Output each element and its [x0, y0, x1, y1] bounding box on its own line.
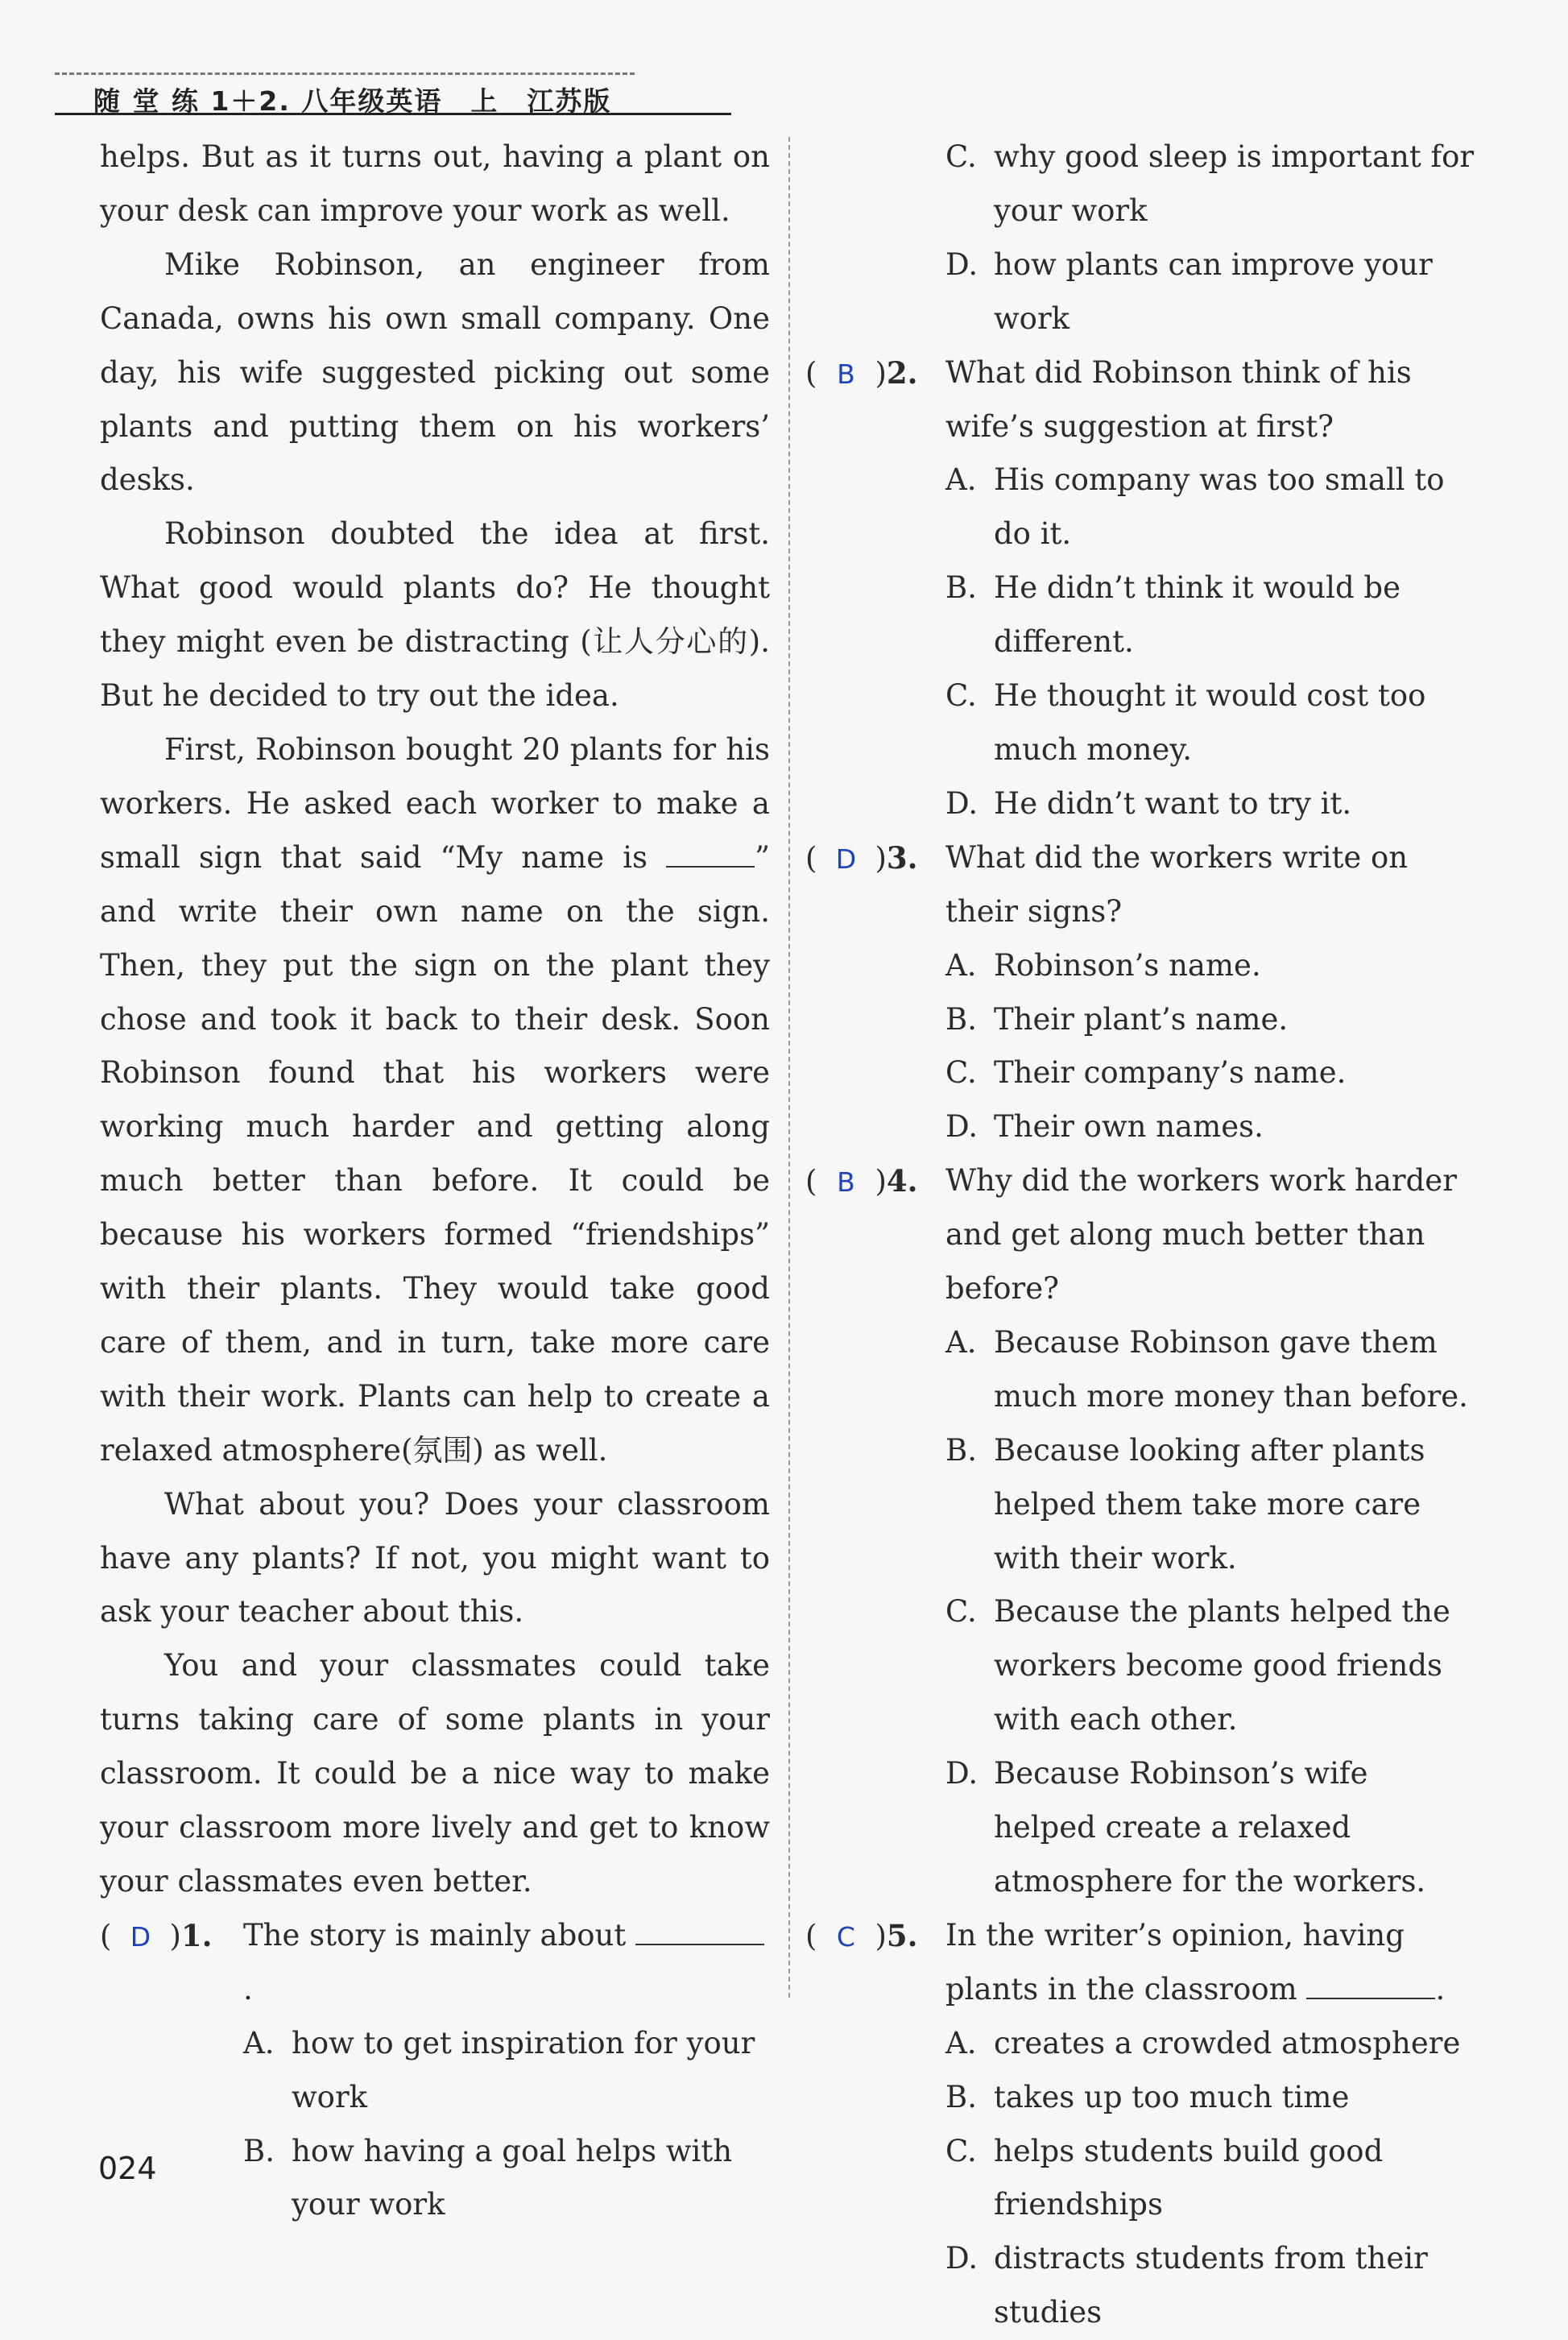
answer-bracket: ( B )4. [805, 1154, 942, 1210]
option-text: He didn’t think it would be different. [994, 570, 1400, 660]
header-rule [55, 113, 731, 115]
option-text: helps students build good friendships [994, 2133, 1384, 2222]
option-text: Their plant’s name. [994, 1001, 1289, 1037]
left-column [100, 130, 770, 2232]
answer-bracket: ( D )3. [805, 831, 942, 887]
question-stem: What did Robinson think of his wife’s suggestion at first? [945, 354, 1412, 444]
question-5 [805, 1909, 1477, 2017]
option-text: Robinson’s name. [994, 947, 1261, 983]
option-text: Because the plants helped the workers become good friends with each other. [994, 1594, 1450, 1737]
option-b [805, 993, 1477, 1047]
column-separator [788, 137, 790, 1998]
answer-mark: B [837, 1166, 855, 1199]
option-letter: C. [945, 1594, 977, 1630]
option-d [805, 238, 1477, 346]
option-text: distracts students from their studies [994, 2241, 1428, 2330]
option-text: takes up too much time [994, 2079, 1350, 2114]
passage-paragraph: helps. But as it turns out, having a plant on your desk can improve your work as well. [100, 139, 770, 228]
option-letter: B. [945, 1001, 977, 1037]
option-letter: A. [945, 1324, 977, 1360]
question-stem-end: . [243, 1971, 253, 2007]
answer-blank [1306, 1969, 1435, 1999]
option-c [805, 1046, 1477, 1100]
option-d [805, 777, 1477, 831]
question-1 [100, 1909, 770, 2017]
answer-bracket: ( D )1. [100, 1909, 238, 1965]
option-letter: C. [945, 678, 977, 714]
answer-mark: C [836, 1920, 855, 1953]
page-header [55, 68, 731, 116]
question-stem: What did the workers write on their signs? [945, 839, 1409, 929]
option-letter: C. [945, 1055, 977, 1091]
question-number: 3. [886, 839, 918, 876]
answer-blank [635, 1915, 764, 1945]
option-letter: B. [243, 2133, 275, 2168]
option-letter: A. [945, 947, 977, 983]
question-stem-end: . [1435, 1971, 1446, 2007]
question-3 [805, 831, 1477, 939]
option-d [805, 1747, 1477, 1909]
option-c [805, 1585, 1477, 1747]
option-b [805, 2071, 1477, 2125]
option-c [805, 130, 1477, 238]
header-title: 随 堂 练 1＋2. 八年级英语 上 江苏版 [93, 85, 612, 117]
option-text: creates a crowded atmosphere [994, 2025, 1461, 2060]
question-stem: In the writer’s opinion, having plants in the classroom [945, 1917, 1405, 2007]
page-number: 024 [98, 2151, 157, 2186]
answer-mark: B [837, 358, 855, 390]
option-text: how to get inspiration for your work [292, 2025, 755, 2114]
option-text: Because looking after plants helped them take more care with their work. [994, 1432, 1425, 1576]
question-stem: The story is mainly about [243, 1917, 636, 1953]
option-letter: A. [945, 462, 977, 498]
option-text: He thought it would cost too much money. [994, 678, 1426, 767]
answer-mark: D [130, 1920, 151, 1953]
option-letter: D. [945, 246, 978, 282]
option-a [805, 939, 1477, 993]
option-a [805, 454, 1477, 561]
option-d [805, 2232, 1477, 2340]
answer-bracket: ( C )5. [805, 1909, 942, 1965]
answer-blank [666, 837, 755, 868]
question-2 [805, 346, 1477, 454]
question-number: 4. [886, 1163, 918, 1199]
question-4 [805, 1154, 1477, 1316]
passage-paragraph: What about you? Does your classroom have any plants? If not, you might want to ask your teacher about this. [100, 1486, 770, 1630]
passage-text: First, Robinson bought 20 plants for his workers. He asked each worker to make a small sign that said “My name is [100, 731, 770, 875]
option-letter: C. [945, 2133, 977, 2168]
option-letter: A. [243, 2025, 275, 2060]
option-c [805, 669, 1477, 777]
option-text: Their own names. [994, 1109, 1264, 1145]
question-number: 1. [180, 1917, 213, 1953]
question-stem: Why did the workers work harder and get along much better than before? [945, 1163, 1457, 1307]
option-text: Because Robinson gave them much more money than before. [994, 1324, 1468, 1414]
option-a [100, 2017, 770, 2125]
question-number: 2. [886, 354, 918, 391]
passage-paragraph: You and your classmates could take turns taking care of some plants in your classroom. It could be a nice way to make your classroom more lively and get to know your classmates even better. [100, 1648, 770, 1899]
option-letter: D. [945, 1109, 978, 1145]
option-letter: D. [945, 785, 978, 821]
option-letter: B. [945, 1432, 977, 1468]
answer-bracket: ( B )2. [805, 346, 942, 402]
passage-paragraph [100, 723, 770, 1478]
passage-paragraph: Robinson doubted the idea at first. What good would plants do? He thought they might even be distracting (让人分心的). But he decided to try out the idea. [100, 516, 770, 714]
option-a [805, 1316, 1477, 1424]
option-b [805, 1424, 1477, 1586]
option-text: how plants can improve your work [994, 246, 1433, 336]
option-text: why good sleep is important for your work [994, 139, 1475, 228]
option-a [805, 2017, 1477, 2071]
option-letter: B. [945, 2079, 977, 2114]
option-b [805, 561, 1477, 669]
option-c [805, 2125, 1477, 2233]
option-letter: D. [945, 1756, 978, 1791]
option-text: His company was too small to do it. [994, 462, 1445, 552]
option-text: how having a goal helps with your work [292, 2133, 733, 2222]
option-text: Their company’s name. [994, 1055, 1347, 1091]
right-column [805, 130, 1477, 2340]
option-letter: D. [945, 2241, 978, 2276]
option-letter: B. [945, 570, 977, 606]
passage-text: ” and write their own name on the sign. Then, they put the sign on the plant they chose and took it back to their desk. Soon Robinson found that his workers were working much harder and getting along much better than before. It could be because his workers formed “friendships” with their plants. They would take good care of them, and in turn, take more care with their work. Plants can help to create a relaxed atmosphere(氛围) as well. [100, 839, 770, 1468]
passage-paragraph: Mike Robinson, an engineer from Canada, owns his own small company. One day, his wife suggested picking out some plants and putting them on his workers’ desks. [100, 246, 770, 498]
option-d [805, 1100, 1477, 1154]
answer-mark: D [835, 843, 857, 875]
option-letter: C. [945, 139, 977, 174]
option-text: He didn’t want to try it. [994, 785, 1352, 821]
option-text: Because Robinson’s wife helped create a relaxed atmosphere for the workers. [994, 1756, 1426, 1899]
option-letter: A. [945, 2025, 977, 2060]
question-number: 5. [886, 1917, 918, 1953]
option-b [100, 2125, 770, 2233]
header-dashed-line [55, 72, 635, 75]
